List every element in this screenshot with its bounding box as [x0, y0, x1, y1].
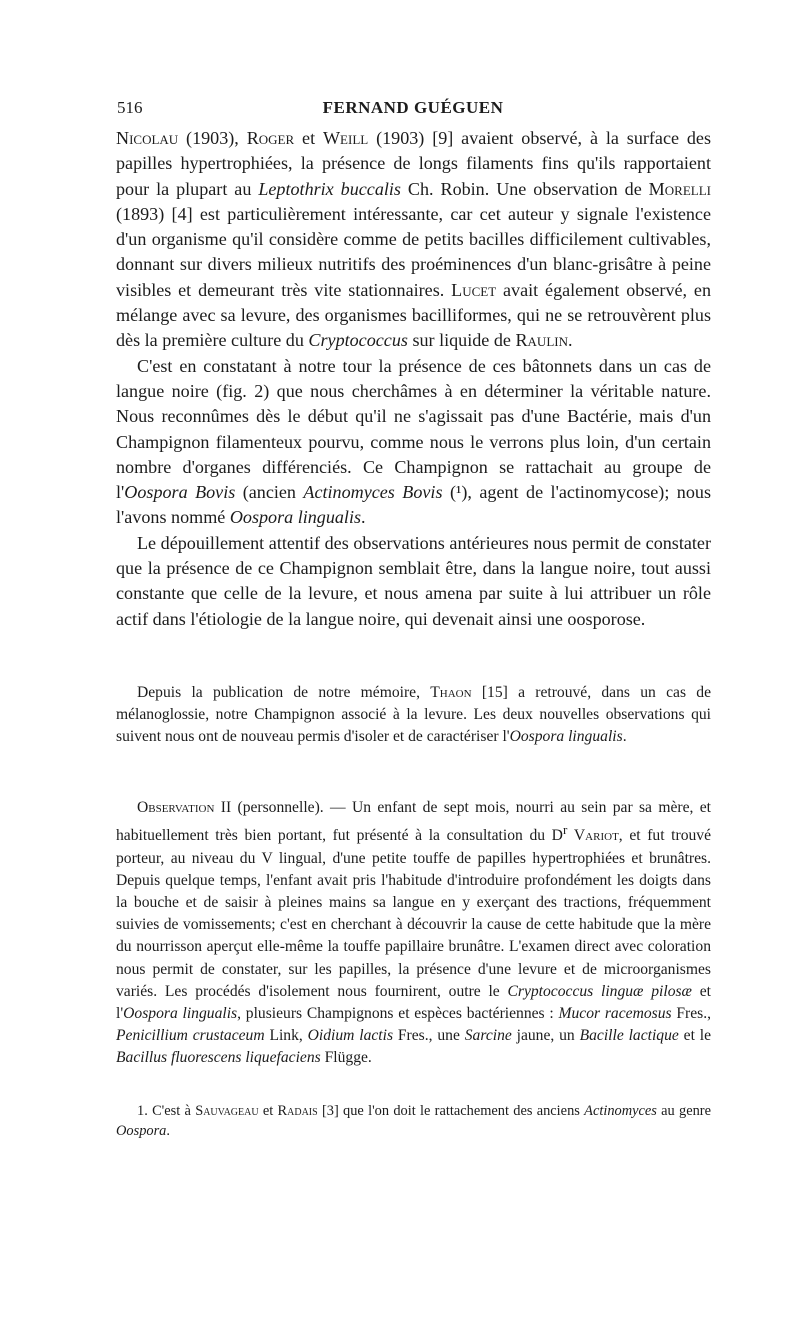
- species-name: Penicillium crustaceum: [116, 1027, 265, 1045]
- text-run: Fres.,: [671, 1005, 712, 1023]
- page-header: [115, 98, 711, 124]
- superscript: r: [562, 822, 568, 838]
- author-name: Weill: [322, 128, 369, 148]
- text-run: Link,: [264, 1027, 308, 1045]
- text-run: sur liquide de: [407, 330, 516, 351]
- footnote: [116, 1101, 711, 1141]
- author-name: Nicolau: [116, 128, 179, 148]
- paragraph-5: [116, 797, 711, 1070]
- species-name: Actinomyces Bovis: [303, 482, 443, 503]
- note-block: [116, 682, 711, 749]
- observation-block: [116, 797, 711, 1070]
- species-name: Oospora lingualis: [509, 728, 623, 746]
- main-text: [116, 126, 711, 632]
- footnote-text: [116, 1101, 711, 1141]
- text-run: et: [258, 1103, 278, 1119]
- species-name: Oospora lingualis: [229, 507, 362, 528]
- text-run: .: [166, 1123, 170, 1139]
- species-name: Leptothrix buccalis: [258, 178, 401, 199]
- text-run: avait également observé, en mélange avec sa levure, des organismes bacilliformes, qui ne se retrouvèrent plus dès la première culture du: [116, 279, 711, 351]
- text-run: [567, 827, 574, 844]
- text-run: et: [294, 128, 323, 148]
- species-name: Actinomyces: [584, 1103, 657, 1119]
- text-run: jaune, un: [511, 1027, 580, 1045]
- text-run: Fres., une: [393, 1027, 465, 1045]
- text-run: C'est en constatant à notre tour la présence de ces bâtonnets dans un cas de langue noire (fig. 2) que nous cherchâmes à en déterminer la véritable nature. Nous reconnûmes dès le début qu'il ne s'agissait pas d'une Bactérie, mais d'un Champignon filamenteux pourvu, comme nous le verrons plus loin, d'un certain nombre d'organes différenciés. Ce Champignon se rattachait au groupe de l': [116, 355, 711, 503]
- text-run: (1903),: [178, 128, 247, 148]
- text-run: Ch. Robin. Une observation de: [400, 178, 649, 199]
- text-run: .: [361, 507, 366, 528]
- running-title: FERNAND GUÉGUEN: [322, 98, 504, 117]
- species-name: Mucor racemosus: [558, 1005, 672, 1023]
- page-number: 516: [117, 98, 143, 117]
- paragraph-4: [116, 682, 711, 749]
- author-name: Radais: [277, 1103, 318, 1119]
- text-run: .: [622, 728, 627, 746]
- species-name: Oidium lactis: [307, 1027, 394, 1045]
- observation-label: Observation: [137, 799, 215, 816]
- species-name: Oospora Bovis: [124, 482, 236, 503]
- author-name: Raulin: [515, 330, 568, 351]
- author-name: Sauvageau: [195, 1103, 259, 1119]
- species-name: Oospora: [116, 1123, 167, 1139]
- text-run: au genre: [656, 1103, 711, 1119]
- author-name: Lucet: [451, 279, 497, 300]
- text-run: (1893) [4] est particulièrement intéressante, car cet auteur y signale l'existence d'un organisme qu'il considère comme de petits bacilles difficilement cultivables, donnant sur divers milieux nutritifs des proéminences d'un blanc-grisâtre à peine visibles et demeurant très vite stationnaires.: [116, 203, 711, 300]
- species-name: Cryptococcus linguæ pilosæ: [507, 982, 692, 1000]
- text-run: .: [567, 330, 573, 351]
- text-run: [3] que l'on doit le rattachement des anciens: [317, 1103, 585, 1119]
- text-run: (1903) [9] avaient observé, à la surface des papilles hypertrophiées, la présence de longs filaments fins qu'ils rapportaient pour la plupart au: [116, 128, 712, 199]
- species-name: Oospora lingualis: [123, 1005, 238, 1023]
- text-run: Flügge.: [320, 1049, 372, 1067]
- author-name: Thaon: [430, 684, 472, 701]
- paragraph-3: [116, 531, 711, 632]
- text-run: Depuis la publication de notre mémoire,: [137, 684, 431, 701]
- text-run: 1. C'est à: [137, 1103, 196, 1119]
- species-name: Bacille lactique: [579, 1027, 679, 1045]
- species-name: Sarcine: [464, 1027, 512, 1045]
- author-name: Roger: [246, 128, 295, 148]
- text-run: , plusieurs Champignons et espèces bactériennes :: [237, 1005, 559, 1023]
- text-run: , et fut trouvé porteur, au niveau du V lingual, d'une petite touffe de papilles hypertrophiées et brunâtres. Depuis quelque temps, l'enfant avait pris l'habitude d'introduire profondément les doigts dans la bouche et de saisir à pleines mains sa langue en y exerçant des tractions, fréquemment suivies de vomissements; c'est en cherchant à découvrir la cause de cette habitude que la mère du nourrisson aperçut elle-même la touffe papillaire brunâtre. L'examen direct avec coloration nous permit de constater, sur les papilles, la présence d'une levure et de microorganismes variés. Les procédés d'isolement nous fournirent, outre le: [116, 827, 712, 1000]
- species-name: Bacillus fluorescens liquefaciens: [116, 1049, 321, 1067]
- paragraph-2: [116, 354, 711, 531]
- text-run: [15] a retrouvé, dans un cas de mélanoglossie, notre Champignon associé à la levure. Les deux nouvelles observations qui suivent nous ont de nouveau permis d'isoler et de caractériser l': [116, 684, 711, 746]
- author-name: Variot: [573, 827, 619, 845]
- text-run: (ancien: [235, 482, 304, 503]
- text-run: Le dépouillement attentif des observations antérieures nous permit de constater que la présence de ce Champignon semblait être, dans la langue noire, tout aussi constante que celle de la levure, et nous amena par suite à lui attribuer un rôle actif dans l'étiologie de la langue noire, qui devenait ainsi une oosporose.: [116, 532, 711, 629]
- species-name: Cryptococcus: [308, 330, 408, 351]
- author-name: Morelli: [648, 178, 711, 199]
- paragraph-1: [116, 126, 711, 354]
- text-run: et le: [678, 1027, 711, 1045]
- text-run: II (personnelle). — Un enfant de sept mois, nourri au sein par sa mère, et habituellement très bien portant, fut présenté à la consultation du D: [116, 799, 711, 845]
- text-run: (¹), agent de l'actinomycose); nous l'avons nommé: [116, 482, 711, 528]
- text-run: et l': [116, 982, 711, 1023]
